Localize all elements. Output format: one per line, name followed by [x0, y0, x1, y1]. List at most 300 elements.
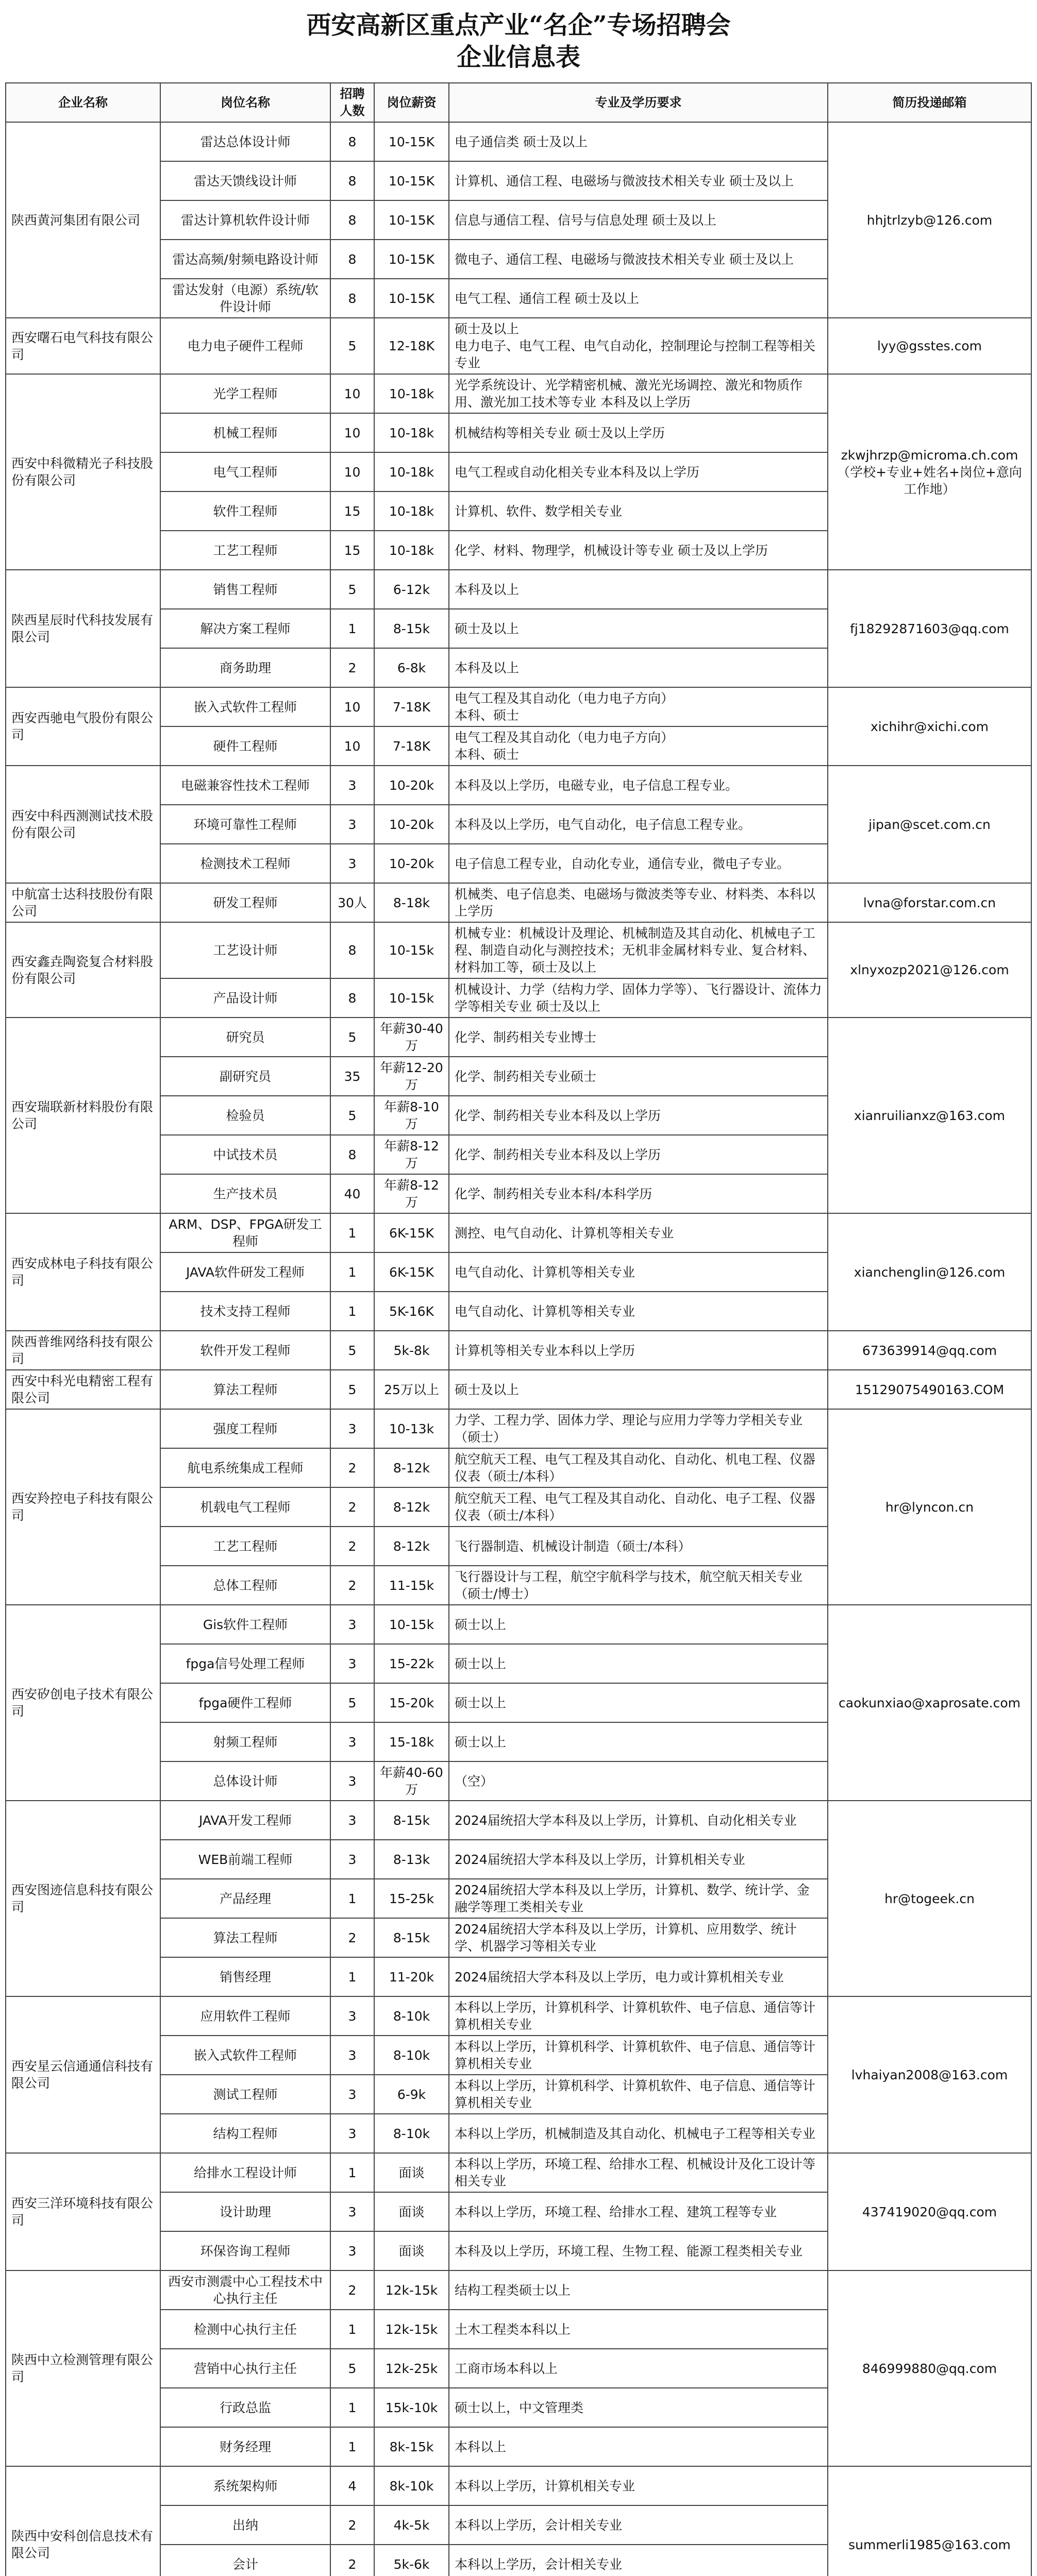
- requirements-cell: 计算机等相关专业本科以上学历: [449, 1331, 828, 1370]
- job-title-cell: 航电系统集成工程师: [160, 1448, 330, 1487]
- job-title-cell: 电力电子硬件工程师: [160, 318, 330, 374]
- resume-email-cell[interactable]: xianruilianxz@163.com: [828, 1018, 1031, 1213]
- job-title-cell: 解决方案工程师: [160, 609, 330, 648]
- table-row: [6, 1370, 1031, 1409]
- job-title-cell: 产品设计师: [160, 978, 330, 1018]
- job-title-cell: 副研究员: [160, 1057, 330, 1096]
- resume-email-cell[interactable]: hhjtrlzyb@126.com: [828, 122, 1031, 318]
- table-row: [6, 2153, 1031, 2192]
- headcount-cell: 10: [330, 687, 374, 726]
- requirements-cell: 机械专业：机械设计及理论、机械制造及其自动化、机械电子工程、制造自动化与测控技术；无机非金属材料专业、复合材料、材料加工等，硕士及以上: [449, 922, 828, 978]
- job-title-cell: 会计: [160, 2545, 330, 2576]
- requirements-cell: 航空航天工程、电气工程及其自动化、自动化、电子工程、仪器仪表（硕士/本科）: [449, 1487, 828, 1527]
- job-title-cell: 检验员: [160, 1096, 330, 1135]
- job-title-cell: 软件工程师: [160, 492, 330, 531]
- salary-cell: 8k-10k: [374, 2466, 449, 2505]
- requirements-cell: 机械设计、力学（结构力学、固体力学等）、飞行器设计、流体力学等相关专业 硕士及以上: [449, 978, 828, 1018]
- company-name-cell: 西安曙石电气科技有限公司: [6, 318, 160, 374]
- salary-cell: 15-20k: [374, 1683, 449, 1722]
- company-name-cell: 西安瑞联新材料股份有限公司: [6, 1018, 160, 1213]
- salary-cell: 10-18k: [374, 374, 449, 413]
- headcount-cell: 10: [330, 452, 374, 492]
- headcount-cell: 1: [330, 2153, 374, 2192]
- requirements-cell: 机械类、电子信息类、电磁场与微波类等专业、材料类、本科以上学历: [449, 883, 828, 922]
- job-title-cell: WEB前端工程师: [160, 1840, 330, 1879]
- company-name-cell: 陕西普维网络科技有限公司: [6, 1331, 160, 1370]
- requirements-cell: 计算机、通信工程、电磁场与微波技术相关专业 硕士及以上: [449, 161, 828, 200]
- resume-email-cell[interactable]: zkwjhrzp@microma.ch.com（学校+专业+姓名+岗位+意向工作地）: [828, 374, 1031, 570]
- headcount-cell: 1: [330, 1213, 374, 1252]
- salary-cell: 15-22k: [374, 1644, 449, 1683]
- page-title: 西安高新区重点产业“名企”专场招聘会: [306, 11, 731, 40]
- headcount-cell: 8: [330, 161, 374, 200]
- requirements-cell: 本科及以上: [449, 570, 828, 609]
- salary-cell: 10-15K: [374, 161, 449, 200]
- requirements-cell: 2024届统招大学本科及以上学历，计算机、应用数学、统计学、机器学习等相关专业: [449, 1918, 828, 1957]
- requirements-cell: 本科以上学历，计算机科学、计算机软件、电子信息、通信等计算机相关专业: [449, 2036, 828, 2075]
- headcount-cell: 4: [330, 2466, 374, 2505]
- requirements-cell: 电气工程或自动化相关专业本科及以上学历: [449, 452, 828, 492]
- headcount-cell: 10: [330, 726, 374, 766]
- headcount-cell: 2: [330, 1448, 374, 1487]
- headcount-cell: 35: [330, 1057, 374, 1096]
- requirements-cell: 计算机、软件、数学相关专业: [449, 492, 828, 531]
- company-name-cell: 西安中科西测测试技术股份有限公司: [6, 766, 160, 883]
- salary-cell: 25万以上: [374, 1370, 449, 1409]
- table-row: [6, 2270, 1031, 2310]
- table-header: [6, 83, 1031, 122]
- requirements-cell: 本科以上学历，环境工程、给排水工程、建筑工程等专业: [449, 2192, 828, 2231]
- requirements-cell: 机械结构等相关专业 硕士及以上学历: [449, 413, 828, 452]
- salary-cell: 12k-25k: [374, 2349, 449, 2388]
- header-count: 招聘人数: [330, 83, 374, 122]
- table-row: [6, 1213, 1031, 1252]
- requirements-cell: 化学、制药相关专业本科及以上学历: [449, 1096, 828, 1135]
- salary-cell: 年薪12-20万: [374, 1057, 449, 1096]
- salary-cell: 8-12k: [374, 1527, 449, 1566]
- resume-email-cell[interactable]: fj18292871603@qq.com: [828, 570, 1031, 687]
- headcount-cell: 30人: [330, 883, 374, 922]
- job-title-cell: 总体设计师: [160, 1761, 330, 1801]
- salary-cell: 10-13k: [374, 1409, 449, 1448]
- requirements-cell: 电气自动化、计算机等相关专业: [449, 1252, 828, 1292]
- requirements-cell: （空）: [449, 1761, 828, 1801]
- table-row: [6, 766, 1031, 805]
- requirements-cell: 化学、制药相关专业本科/本科学历: [449, 1174, 828, 1213]
- company-name-cell: 西安西驰电气股份有限公司: [6, 687, 160, 766]
- job-title-cell: 营销中心执行主任: [160, 2349, 330, 2388]
- job-title-cell: 硬件工程师: [160, 726, 330, 766]
- headcount-cell: 15: [330, 531, 374, 570]
- resume-email-cell[interactable]: 437419020@qq.com: [828, 2153, 1031, 2270]
- job-title-cell: 工艺工程师: [160, 1527, 330, 1566]
- requirements-cell: 2024届统招大学本科及以上学历，计算机相关专业: [449, 1840, 828, 1879]
- salary-cell: 年薪40-60万: [374, 1761, 449, 1801]
- headcount-cell: 3: [330, 844, 374, 883]
- headcount-cell: 2: [330, 1487, 374, 1527]
- salary-cell: 8-15k: [374, 609, 449, 648]
- requirements-cell: 硕士及以上: [449, 1370, 828, 1409]
- salary-cell: 10-15k: [374, 1605, 449, 1644]
- salary-cell: 12k-15k: [374, 2310, 449, 2349]
- salary-cell: 5K-16K: [374, 1292, 449, 1331]
- salary-cell: 5k-6k: [374, 2545, 449, 2576]
- requirements-cell: 硕士以上，中文管理类: [449, 2388, 828, 2427]
- salary-cell: 年薪30-40万: [374, 1018, 449, 1057]
- company-info-table: [5, 82, 1032, 2576]
- headcount-cell: 1: [330, 2310, 374, 2349]
- job-title-cell: 环境可靠性工程师: [160, 805, 330, 844]
- job-title-cell: 技术支持工程师: [160, 1292, 330, 1331]
- headcount-cell: 3: [330, 2036, 374, 2075]
- headcount-cell: 1: [330, 2388, 374, 2427]
- headcount-cell: 8: [330, 279, 374, 318]
- requirements-cell: 结构工程类硕士以上: [449, 2270, 828, 2310]
- salary-cell: 年薪8-10万: [374, 1096, 449, 1135]
- job-title-cell: 雷达计算机软件设计师: [160, 200, 330, 240]
- header-row: [6, 83, 1031, 122]
- resume-email-cell[interactable]: caokunxiao@xaprosate.com: [828, 1605, 1031, 1801]
- salary-cell: 10-18k: [374, 492, 449, 531]
- headcount-cell: 5: [330, 570, 374, 609]
- table-row: [6, 2466, 1031, 2505]
- requirements-cell: 硕士及以上 电力电子、电气工程、电气自动化，控制理论与控制工程等相关专业: [449, 318, 828, 374]
- salary-cell: 7-18K: [374, 726, 449, 766]
- resume-email-cell[interactable]: xlnyxozp2021@126.com: [828, 922, 1031, 1018]
- job-title-cell: 机械工程师: [160, 413, 330, 452]
- requirements-cell: 本科及以上学历，电磁专业，电子信息工程专业。: [449, 766, 828, 805]
- requirements-cell: 硕士以上: [449, 1722, 828, 1761]
- salary-cell: 10-18k: [374, 452, 449, 492]
- job-title-cell: 软件开发工程师: [160, 1331, 330, 1370]
- salary-cell: 15k-10k: [374, 2388, 449, 2427]
- company-name-cell: 西安三洋环境科技有限公司: [6, 2153, 160, 2270]
- headcount-cell: 3: [330, 1840, 374, 1879]
- salary-cell: 6-8k: [374, 648, 449, 687]
- job-title-cell: 算法工程师: [160, 1918, 330, 1957]
- requirements-cell: 电气工程及其自动化（电力电子方向） 本科、硕士: [449, 687, 828, 726]
- job-title-cell: 中试技术员: [160, 1135, 330, 1174]
- headcount-cell: 5: [330, 2349, 374, 2388]
- requirements-cell: 本科以上学历，计算机相关专业: [449, 2466, 828, 2505]
- salary-cell: 6K-15K: [374, 1252, 449, 1292]
- requirements-cell: 信息与通信工程、信号与信息处理 硕士及以上: [449, 200, 828, 240]
- salary-cell: 面谈: [374, 2153, 449, 2192]
- requirements-cell: 测控、电气自动化、计算机等相关专业: [449, 1213, 828, 1252]
- salary-cell: 10-15K: [374, 122, 449, 161]
- requirements-cell: 力学、工程力学、固体力学、理论与应用力学等力学相关专业（硕士）: [449, 1409, 828, 1448]
- requirements-cell: 本科及以上: [449, 648, 828, 687]
- company-name-cell: 西安成林电子科技有限公司: [6, 1213, 160, 1331]
- requirements-cell: 硕士以上: [449, 1605, 828, 1644]
- job-title-cell: 射频工程师: [160, 1722, 330, 1761]
- job-title-cell: 工艺设计师: [160, 922, 330, 978]
- headcount-cell: 5: [330, 1096, 374, 1135]
- table-body: [6, 122, 1031, 2576]
- headcount-cell: 1: [330, 1957, 374, 1996]
- job-title-cell: 给排水工程设计师: [160, 2153, 330, 2192]
- job-title-cell: 产品经理: [160, 1879, 330, 1918]
- requirements-cell: 本科以上学历，会计相关专业: [449, 2545, 828, 2576]
- requirements-cell: 飞行器制造、机械设计制造（硕士/本科）: [449, 1527, 828, 1566]
- job-title-cell: ARM、DSP、FPGA研发工程师: [160, 1213, 330, 1252]
- job-title-cell: 嵌入式软件工程师: [160, 2036, 330, 2075]
- salary-cell: 8-12k: [374, 1487, 449, 1527]
- headcount-cell: 1: [330, 2427, 374, 2466]
- salary-cell: 12-18K: [374, 318, 449, 374]
- requirements-cell: 本科以上学历，计算机科学、计算机软件、电子信息、通信等计算机相关专业: [449, 2075, 828, 2114]
- resume-email-cell[interactable]: lyy@gsstes.com: [828, 318, 1031, 374]
- salary-cell: 年薪8-12万: [374, 1174, 449, 1213]
- headcount-cell: 3: [330, 2114, 374, 2153]
- resume-email-cell[interactable]: lvna@forstar.com.cn: [828, 883, 1031, 922]
- company-name-cell: 陕西星辰时代科技发展有限公司: [6, 570, 160, 687]
- company-name-cell: 陕西中安科创信息技术有限公司: [6, 2466, 160, 2576]
- table-row: [6, 1801, 1031, 1840]
- salary-cell: 8-12k: [374, 1448, 449, 1487]
- company-name-cell: 中航富士达科技股份有限公司: [6, 883, 160, 922]
- resume-email-cell[interactable]: 846999880@qq.com: [828, 2270, 1031, 2466]
- job-title-cell: 雷达高频/射频电路设计师: [160, 240, 330, 279]
- header-job: 岗位名称: [160, 83, 330, 122]
- resume-email-cell[interactable]: jipan@scet.com.cn: [828, 766, 1031, 883]
- headcount-cell: 8: [330, 200, 374, 240]
- headcount-cell: 2: [330, 648, 374, 687]
- headcount-cell: 1: [330, 1292, 374, 1331]
- header-company: 企业名称: [6, 83, 160, 122]
- job-title-cell: 应用软件工程师: [160, 1996, 330, 2036]
- job-title-cell: 生产技术员: [160, 1174, 330, 1213]
- requirements-cell: 电子信息工程专业，自动化专业，通信专业，微电子专业。: [449, 844, 828, 883]
- company-name-cell: 西安鑫垚陶瓷复合材料股份有限公司: [6, 922, 160, 1018]
- headcount-cell: 8: [330, 922, 374, 978]
- resume-email-cell[interactable]: hr@lyncon.cn: [828, 1409, 1031, 1605]
- salary-cell: 8-10k: [374, 2114, 449, 2153]
- company-name-cell: 西安羚控电子科技有限公司: [6, 1409, 160, 1605]
- salary-cell: 10-15K: [374, 279, 449, 318]
- headcount-cell: 8: [330, 122, 374, 161]
- job-title-cell: 机载电气工程师: [160, 1487, 330, 1527]
- requirements-cell: 本科及以上学历，环境工程、生物工程、能源工程类相关专业: [449, 2231, 828, 2270]
- salary-cell: 8-15k: [374, 1918, 449, 1957]
- requirements-cell: 微电子、通信工程、电磁场与微波技术相关专业 硕士及以上: [449, 240, 828, 279]
- headcount-cell: 2: [330, 1918, 374, 1957]
- requirements-cell: 电子通信类 硕士及以上: [449, 122, 828, 161]
- headcount-cell: 10: [330, 413, 374, 452]
- resume-email-cell[interactable]: hr@togeek.cn: [828, 1801, 1031, 1996]
- salary-cell: 8-10k: [374, 2036, 449, 2075]
- headcount-cell: 10: [330, 374, 374, 413]
- headcount-cell: 5: [330, 1683, 374, 1722]
- salary-cell: 6-12k: [374, 570, 449, 609]
- job-title-cell: 雷达总体设计师: [160, 122, 330, 161]
- salary-cell: 10-15k: [374, 922, 449, 978]
- requirements-cell: 土木工程类本科以上: [449, 2310, 828, 2349]
- headcount-cell: 2: [330, 2545, 374, 2576]
- job-title-cell: 工艺工程师: [160, 531, 330, 570]
- headcount-cell: 8: [330, 978, 374, 1018]
- resume-email-cell[interactable]: xichihr@xichi.com: [828, 687, 1031, 766]
- requirements-cell: 本科及以上学历，电气自动化，电子信息工程专业。: [449, 805, 828, 844]
- headcount-cell: 3: [330, 1996, 374, 2036]
- headcount-cell: 8: [330, 1135, 374, 1174]
- headcount-cell: 3: [330, 2231, 374, 2270]
- company-name-cell: 西安矽创电子技术有限公司: [6, 1605, 160, 1801]
- headcount-cell: 5: [330, 318, 374, 374]
- requirements-cell: 硕士以上: [449, 1683, 828, 1722]
- requirements-cell: 本科以上学历，机械制造及其自动化、机械电子工程等相关专业: [449, 2114, 828, 2153]
- header-email: 简历投递邮箱: [828, 83, 1031, 122]
- headcount-cell: 3: [330, 1761, 374, 1801]
- job-title-cell: 销售工程师: [160, 570, 330, 609]
- job-title-cell: 商务助理: [160, 648, 330, 687]
- requirements-cell: 航空航天工程、电气工程及其自动化、自动化、机电工程、仪器仪表（硕士/本科）: [449, 1448, 828, 1487]
- job-title-cell: JAVA开发工程师: [160, 1801, 330, 1840]
- job-title-cell: 研究员: [160, 1018, 330, 1057]
- salary-cell: 6-9k: [374, 2075, 449, 2114]
- requirements-cell: 电气自动化、计算机等相关专业: [449, 1292, 828, 1331]
- headcount-cell: 3: [330, 2192, 374, 2231]
- headcount-cell: 3: [330, 1605, 374, 1644]
- requirements-cell: 工商市场本科以上: [449, 2349, 828, 2388]
- page-subtitle: 企业信息表: [456, 43, 580, 72]
- salary-cell: 10-18k: [374, 413, 449, 452]
- salary-cell: 8-13k: [374, 1840, 449, 1879]
- table-row: [6, 922, 1031, 978]
- job-title-cell: 测试工程师: [160, 2075, 330, 2114]
- salary-cell: 10-15K: [374, 200, 449, 240]
- table-row: [6, 1409, 1031, 1448]
- salary-cell: 8k-15k: [374, 2427, 449, 2466]
- requirements-cell: 电气工程、通信工程 硕士及以上: [449, 279, 828, 318]
- salary-cell: 面谈: [374, 2192, 449, 2231]
- company-name-cell: 西安中科光电精密工程有限公司: [6, 1370, 160, 1409]
- resume-email-cell[interactable]: xianchenglin@126.com: [828, 1213, 1031, 1331]
- table-row: [6, 883, 1031, 922]
- job-title-cell: 电磁兼容性技术工程师: [160, 766, 330, 805]
- headcount-cell: 3: [330, 2075, 374, 2114]
- job-title-cell: 雷达天馈线设计师: [160, 161, 330, 200]
- salary-cell: 面谈: [374, 2231, 449, 2270]
- job-title-cell: 检测中心执行主任: [160, 2310, 330, 2349]
- job-title-cell: 电气工程师: [160, 452, 330, 492]
- job-title-cell: 出纳: [160, 2505, 330, 2545]
- salary-cell: 10-20k: [374, 844, 449, 883]
- header-salary: 岗位薪资: [374, 83, 449, 122]
- headcount-cell: 2: [330, 2505, 374, 2545]
- table-row: [6, 687, 1031, 726]
- requirements-cell: 电气工程及其自动化（电力电子方向） 本科、硕士: [449, 726, 828, 766]
- table-row: [6, 570, 1031, 609]
- salary-cell: 8-15k: [374, 1801, 449, 1840]
- company-name-cell: 西安星云信通通信科技有限公司: [6, 1996, 160, 2153]
- salary-cell: 10-15K: [374, 240, 449, 279]
- salary-cell: 8-18k: [374, 883, 449, 922]
- table-row: [6, 122, 1031, 161]
- resume-email-cell[interactable]: 15129075490163.COM: [828, 1370, 1031, 1409]
- headcount-cell: 3: [330, 766, 374, 805]
- salary-cell: 5k-8k: [374, 1331, 449, 1370]
- headcount-cell: 1: [330, 1879, 374, 1918]
- salary-cell: 4k-5k: [374, 2505, 449, 2545]
- salary-cell: 10-18k: [374, 531, 449, 570]
- job-title-cell: 环保咨询工程师: [160, 2231, 330, 2270]
- headcount-cell: 8: [330, 240, 374, 279]
- requirements-cell: 硕士及以上: [449, 609, 828, 648]
- headcount-cell: 1: [330, 609, 374, 648]
- headcount-cell: 1: [330, 1252, 374, 1292]
- requirements-cell: 硕士以上: [449, 1644, 828, 1683]
- job-title-cell: fpga硬件工程师: [160, 1683, 330, 1722]
- resume-email-cell[interactable]: summerli1985@163.com: [828, 2466, 1031, 2576]
- requirements-cell: 2024届统招大学本科及以上学历，计算机、自动化相关专业: [449, 1801, 828, 1840]
- resume-email-cell[interactable]: 673639914@qq.com: [828, 1331, 1031, 1370]
- job-title-cell: 嵌入式软件工程师: [160, 687, 330, 726]
- salary-cell: 12k-15k: [374, 2270, 449, 2310]
- salary-cell: 10-20k: [374, 805, 449, 844]
- salary-cell: 8-10k: [374, 1996, 449, 2036]
- job-title-cell: 销售经理: [160, 1957, 330, 1996]
- table-row: [6, 1018, 1031, 1057]
- salary-cell: 10-15k: [374, 978, 449, 1018]
- headcount-cell: 2: [330, 2270, 374, 2310]
- header-requirements: 专业及学历要求: [449, 83, 828, 122]
- salary-cell: 11-15k: [374, 1566, 449, 1605]
- job-title-cell: 研发工程师: [160, 883, 330, 922]
- requirements-cell: 化学、制药相关专业本科及以上学历: [449, 1135, 828, 1174]
- job-title-cell: 强度工程师: [160, 1409, 330, 1448]
- company-name-cell: 西安图迹信息科技有限公司: [6, 1801, 160, 1996]
- headcount-cell: 15: [330, 492, 374, 531]
- requirements-cell: 化学、制药相关专业硕士: [449, 1057, 828, 1096]
- salary-cell: 6K-15K: [374, 1213, 449, 1252]
- resume-email-cell[interactable]: lvhaiyan2008@163.com: [828, 1996, 1031, 2153]
- job-title-cell: 结构工程师: [160, 2114, 330, 2153]
- job-title-cell: 西安市测震中心工程技术中心执行主任: [160, 2270, 330, 2310]
- headcount-cell: 3: [330, 1409, 374, 1448]
- job-title-cell: 算法工程师: [160, 1370, 330, 1409]
- requirements-cell: 光学系统设计、光学精密机械、激光光场调控、激光和物质作用、激光加工技术等专业 本科及以上学历: [449, 374, 828, 413]
- job-title-cell: 系统架构师: [160, 2466, 330, 2505]
- job-title-cell: 检测技术工程师: [160, 844, 330, 883]
- headcount-cell: 5: [330, 1018, 374, 1057]
- headcount-cell: 3: [330, 1722, 374, 1761]
- salary-cell: 11-20k: [374, 1957, 449, 1996]
- salary-cell: 7-18K: [374, 687, 449, 726]
- job-title-cell: 雷达发射（电源）系统/软件设计师: [160, 279, 330, 318]
- headcount-cell: 3: [330, 1801, 374, 1840]
- requirements-cell: 飞行器设计与工程，航空宇航科学与技术，航空航天相关专业（硕士/博士）: [449, 1566, 828, 1605]
- requirements-cell: 化学、材料、物理学，机械设计等专业 硕士及以上学历: [449, 531, 828, 570]
- table-row: [6, 1605, 1031, 1644]
- requirements-cell: 本科以上学历，会计相关专业: [449, 2505, 828, 2545]
- job-title-cell: 设计助理: [160, 2192, 330, 2231]
- headcount-cell: 40: [330, 1174, 374, 1213]
- table-row: [6, 318, 1031, 374]
- table-row: [6, 1331, 1031, 1370]
- headcount-cell: 2: [330, 1527, 374, 1566]
- headcount-cell: 5: [330, 1331, 374, 1370]
- requirements-cell: 本科以上学历，计算机科学、计算机软件、电子信息、通信等计算机相关专业: [449, 1996, 828, 2036]
- table-row: [6, 1996, 1031, 2036]
- requirements-cell: 本科以上: [449, 2427, 828, 2466]
- job-title-cell: JAVA软件研发工程师: [160, 1252, 330, 1292]
- headcount-cell: 3: [330, 805, 374, 844]
- job-title-cell: 光学工程师: [160, 374, 330, 413]
- company-name-cell: 陕西黄河集团有限公司: [6, 122, 160, 318]
- job-title-cell: Gis软件工程师: [160, 1605, 330, 1644]
- requirements-cell: 2024届统招大学本科及以上学历，计算机、数学、统计学、金融学等理工类相关专业: [449, 1879, 828, 1918]
